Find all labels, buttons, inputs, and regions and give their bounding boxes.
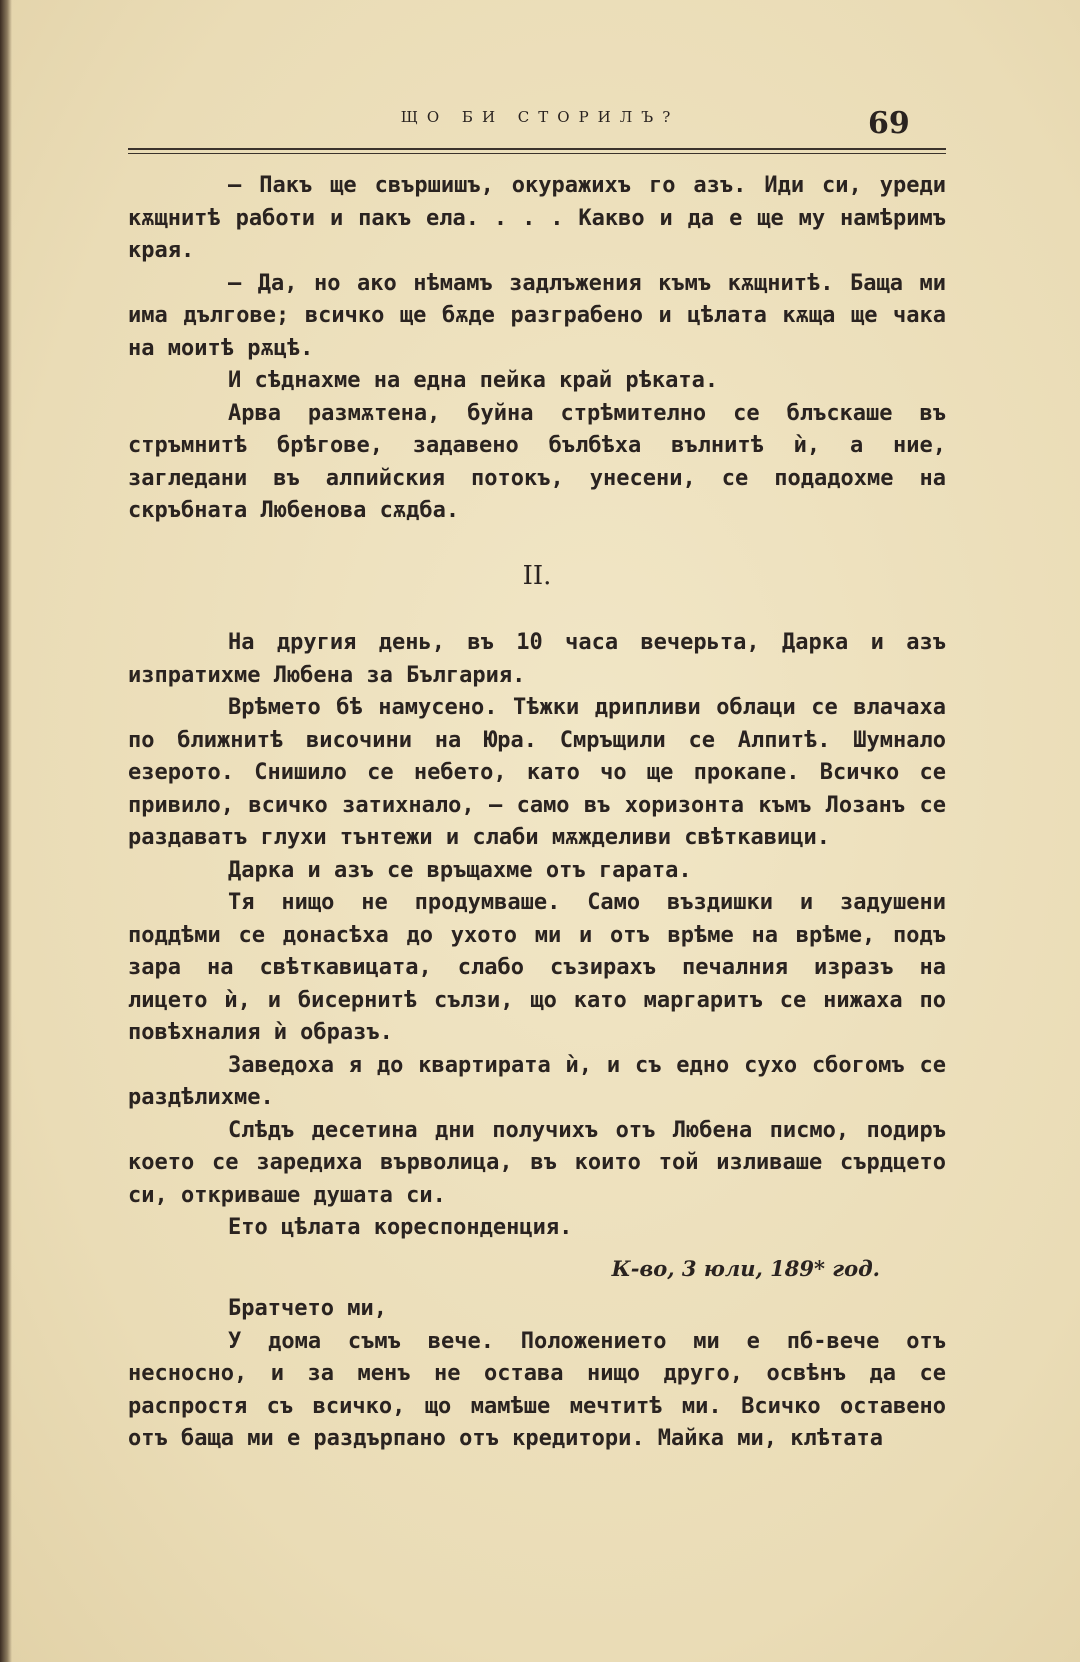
paragraph: На другия день, въ 10 часа вечерьта, Дарка и азъ изпратихме Любена за България.	[128, 630, 946, 688]
paragraph: Арва размѫтена, буйна стрѣмително се блъскаше въ стръмнитѣ брѣгове, задавено бълбѣха вълнитѣ ѝ, а ние, загледани въ алпийския потокъ, унесени, се подадохме на скръбната Любенова сѫдба.	[128, 400, 946, 523]
running-title: ЩО БИ СТОРИЛЪ?	[400, 108, 680, 126]
paragraph: Заведоха я до квартирата ѝ, и съ едно сухо сбогомъ се раздѣлихме.	[128, 1052, 946, 1110]
paragraph: Дарка и азъ се връщахме отъ гарата.	[228, 857, 692, 883]
paragraph: Слѣдъ десетина дни получихъ отъ Любена писмо, подиръ което се заредиха върволица, въ които той изливаше сърдцето си, откриваше душата си.	[128, 1117, 946, 1208]
paragraph: Тя нищо не продумваше. Само въздишки и задушени поддѣми се донасѣха до ухото ми и отъ врѣме на врѣме, подъ зара на свѣткавицата, слабо съзирахъ печалния изразъ на лицето ѝ, и бисернитѣ сълзи, що като маргаритъ се нижаха по повѣхналия ѝ образъ.	[128, 890, 946, 1045]
page-number: 69	[868, 106, 910, 141]
body-text	[128, 170, 946, 1456]
section-heading: II.	[522, 560, 552, 591]
header-rule	[128, 148, 946, 154]
letter-date: К-во, 3 юли, 189* год.	[611, 1255, 880, 1281]
paragraph: И сѣднахме на една пейка край рѣката.	[228, 368, 719, 393]
page-binding-edge	[0, 0, 12, 1662]
paragraph: — Пакъ ще свършишъ, окуражихъ го азъ. Иди си, уреди кѫщнитѣ работи и пакъ ела. . . . Какво и да е ще му намѣримъ края.	[128, 173, 946, 263]
letter-salutation: Братчето ми,	[228, 1296, 387, 1321]
letter-text: У дома съмъ вече. Положението ми е пб-вече отъ несносно, и за менъ не остава нищо друго, освѣнъ да се распростя съ всичко, що мамѣше мечтитѣ ми. Всичко оставено отъ баща ми е раздърпано отъ кредитори. Майка ми, клѣтата	[128, 1328, 946, 1451]
paragraph: Врѣмето бѣ намусено. Тѣжки дрипливи облаци се влачаха по ближнитѣ височини на Юра. Смръщили се Алпитѣ. Шумнало езерото. Снишило се небето, като чо ще прокапе. Всичко се привило, всичко затихнало, — само въ хоризонта къмъ Лозанъ се раздаватъ глухи тънтежи и слаби мѫжделиви свѣткавици.	[128, 695, 946, 850]
paragraph: — Да, но ако нѣмамъ задлъжения къмъ кѫщнитѣ. Баща ми има дългове; всичко ще бѫде разграбено и цѣлата кѫща ще чака на моитѣ рѫцѣ.	[128, 270, 946, 361]
paragraph: Ето цѣлата кореспонденция.	[228, 1215, 573, 1240]
